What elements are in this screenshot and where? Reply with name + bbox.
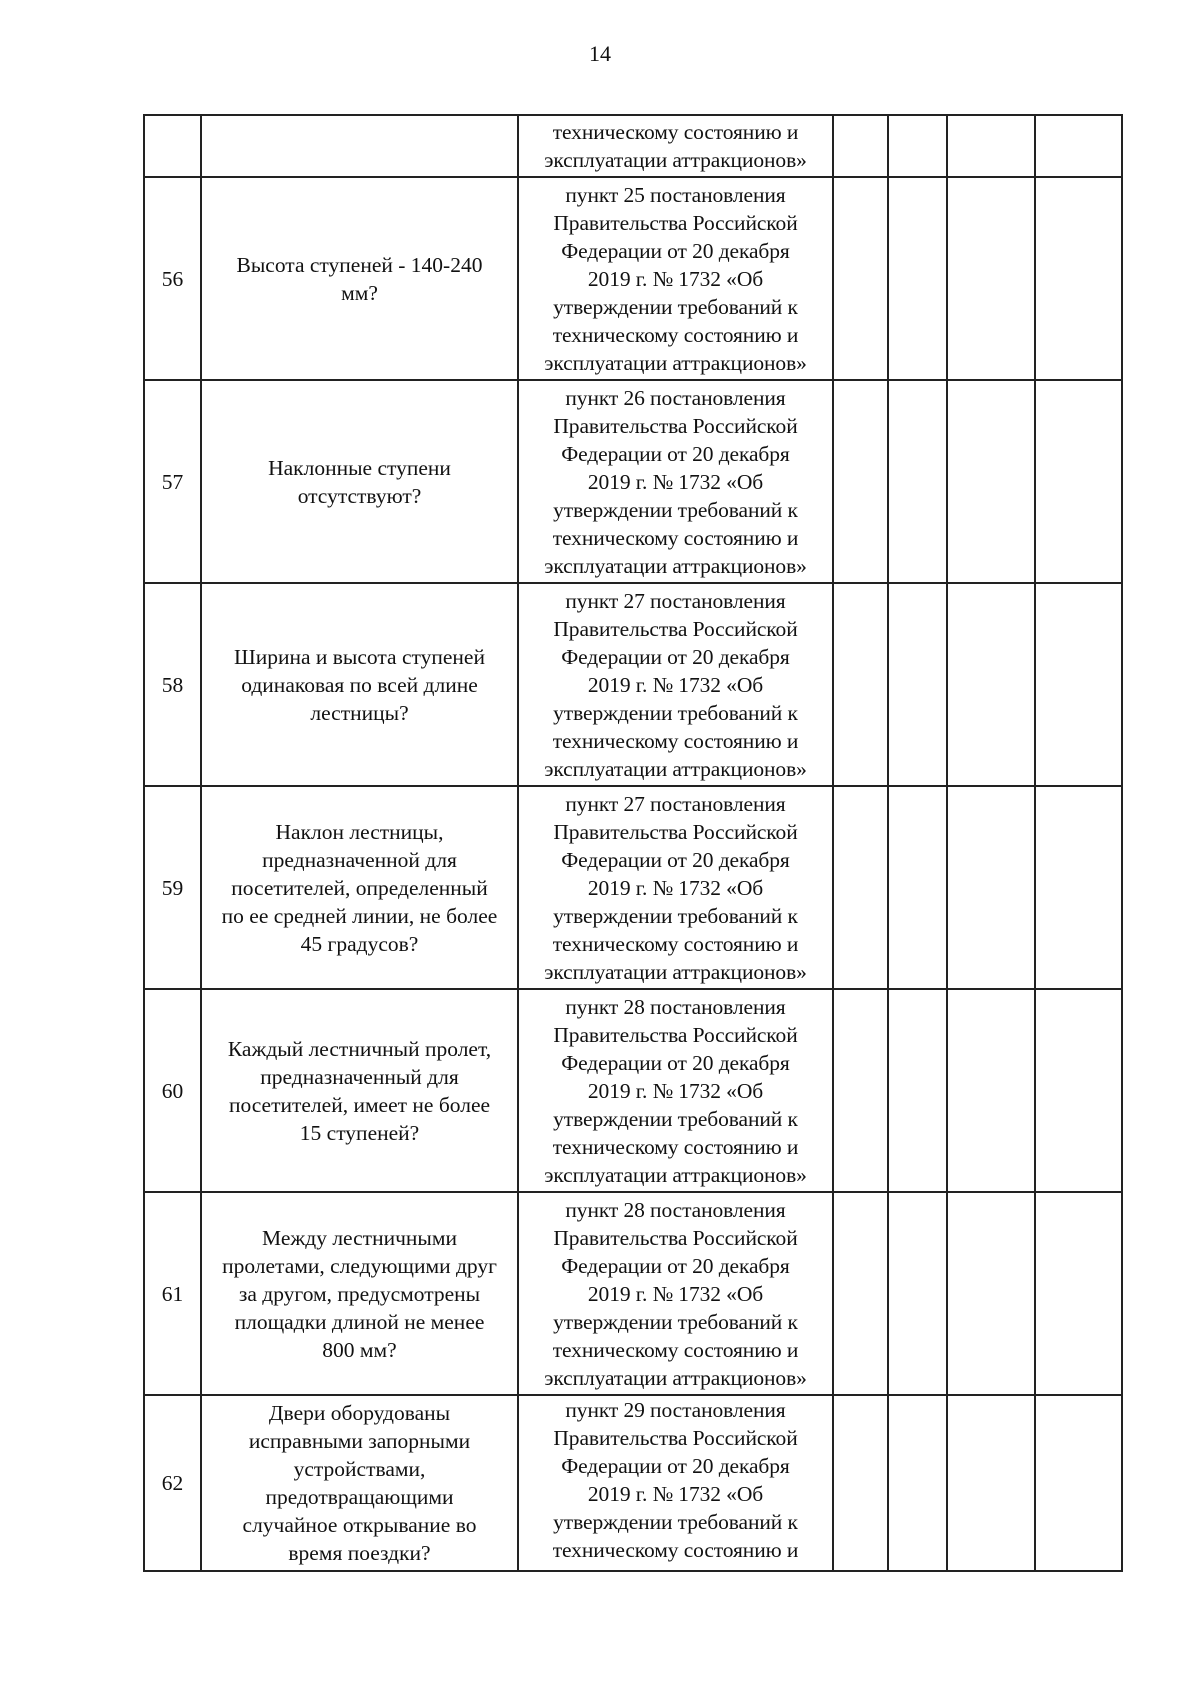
legal-line: эксплуатации аттракционов»	[544, 350, 807, 375]
note-cell[interactable]	[1035, 786, 1122, 989]
number-cell: 56	[144, 177, 201, 380]
legal-line: Правительства Российской	[553, 1225, 798, 1250]
legal-line: пункт 27 постановления	[565, 791, 786, 816]
legal-line: Федерации от 20 декабря	[561, 1253, 790, 1278]
note-cell[interactable]	[1035, 583, 1122, 786]
legal-line: 2019 г. № 1732 «Об	[587, 1482, 764, 1506]
note-cell[interactable]	[1035, 1395, 1122, 1571]
legal-line: утверждении требований к	[553, 1510, 798, 1534]
question-cell: Двери оборудованы исправными запорными устройствами, предотвращающими случайное открывание во время поездки?	[201, 1395, 518, 1571]
table-row	[144, 380, 1122, 583]
answer-yes-cell[interactable]	[833, 177, 888, 380]
answer-no-cell[interactable]	[888, 989, 947, 1192]
legal-line: техническому состоянию и	[552, 322, 799, 347]
question-cell: Наклонные ступени отсутствуют?	[201, 380, 518, 583]
legal-line: эксплуатации аттракционов»	[544, 756, 807, 781]
legal-basis-cell	[518, 1395, 833, 1571]
legal-line: утверждении требований к	[553, 1106, 798, 1131]
note-cell[interactable]	[1035, 177, 1122, 380]
answer-yes-cell[interactable]	[833, 1192, 888, 1395]
legal-basis-cell	[518, 786, 833, 989]
not-applicable-cell[interactable]	[947, 115, 1035, 177]
legal-line: техническому состоянию и	[552, 525, 799, 550]
legal-line: Федерации от 20 декабря	[561, 1050, 790, 1075]
legal-line: эксплуатации аттракционов»	[544, 1365, 807, 1390]
answer-yes-cell[interactable]	[833, 583, 888, 786]
question-cell: Высота ступеней - 140-240 мм?	[201, 177, 518, 380]
legal-line: эксплуатации аттракционов»	[544, 959, 807, 984]
question-cell: Между лестничными пролетами, следующими друг за другом, предусмотрены площадки длиной не менее 800 мм?	[201, 1192, 518, 1395]
number-cell	[144, 115, 201, 177]
checklist-body	[144, 115, 1122, 1571]
legal-line: пункт 25 постановления	[565, 182, 786, 207]
note-cell[interactable]	[1035, 380, 1122, 583]
number-cell: 60	[144, 989, 201, 1192]
legal-line: пункт 29 постановления	[565, 1398, 786, 1422]
table-row	[144, 177, 1122, 380]
legal-line: 2019 г. № 1732 «Об	[587, 1281, 764, 1306]
legal-line: техническому состоянию и	[552, 120, 799, 144]
legal-line: 2019 г. № 1732 «Об	[587, 672, 764, 697]
legal-basis-cell	[518, 115, 833, 177]
legal-line: 2019 г. № 1732 «Об	[587, 469, 764, 494]
not-applicable-cell[interactable]	[947, 583, 1035, 786]
not-applicable-cell[interactable]	[947, 786, 1035, 989]
answer-no-cell[interactable]	[888, 786, 947, 989]
legal-line: Правительства Российской	[553, 210, 798, 235]
answer-yes-cell[interactable]	[833, 989, 888, 1192]
table-row	[144, 1395, 1122, 1571]
question-cell: Ширина и высота ступеней одинаковая по всей длине лестницы?	[201, 583, 518, 786]
number-cell: 58	[144, 583, 201, 786]
not-applicable-cell[interactable]	[947, 1192, 1035, 1395]
legal-line: Правительства Российской	[553, 1022, 798, 1047]
not-applicable-cell[interactable]	[947, 380, 1035, 583]
note-cell[interactable]	[1035, 115, 1122, 177]
legal-line: Федерации от 20 декабря	[561, 847, 790, 872]
note-cell[interactable]	[1035, 1192, 1122, 1395]
number-cell: 59	[144, 786, 201, 989]
legal-line: эксплуатации аттракционов»	[544, 148, 807, 172]
legal-line: Федерации от 20 декабря	[561, 441, 790, 466]
legal-line: Федерации от 20 декабря	[561, 644, 790, 669]
legal-line: техническому состоянию и	[552, 1134, 799, 1159]
legal-basis-cell	[518, 1192, 833, 1395]
legal-line: пункт 27 постановления	[565, 588, 786, 613]
table-row	[144, 1192, 1122, 1395]
not-applicable-cell[interactable]	[947, 1395, 1035, 1571]
number-cell: 61	[144, 1192, 201, 1395]
legal-line: пункт 28 постановления	[565, 1197, 786, 1222]
number-cell: 62	[144, 1395, 201, 1571]
answer-yes-cell[interactable]	[833, 786, 888, 989]
legal-line: утверждении требований к	[553, 700, 798, 725]
table-row-continuation	[144, 115, 1122, 177]
answer-no-cell[interactable]	[888, 583, 947, 786]
legal-line: техническому состоянию и	[552, 1337, 799, 1362]
legal-line: утверждении требований к	[553, 903, 798, 928]
legal-line: 2019 г. № 1732 «Об	[587, 266, 764, 291]
legal-line: Федерации от 20 декабря	[561, 1454, 790, 1478]
legal-line: 2019 г. № 1732 «Об	[587, 875, 764, 900]
question-cell	[201, 115, 518, 177]
checklist-table	[143, 114, 1123, 1572]
legal-line: Правительства Российской	[553, 819, 798, 844]
page-number: 14	[589, 41, 611, 66]
not-applicable-cell[interactable]	[947, 989, 1035, 1192]
note-cell[interactable]	[1035, 989, 1122, 1192]
question-cell: Наклон лестницы, предназначенной для посетителей, определенный по ее средней линии, не более 45 градусов?	[201, 786, 518, 989]
legal-line: эксплуатации аттракционов»	[544, 1162, 807, 1187]
legal-line: Правительства Российской	[553, 1426, 798, 1450]
answer-no-cell[interactable]	[888, 1192, 947, 1395]
table-row	[144, 786, 1122, 989]
legal-line: техническому состоянию и	[552, 728, 799, 753]
legal-line: утверждении требований к	[553, 294, 798, 319]
legal-basis-cell	[518, 989, 833, 1192]
number-cell: 57	[144, 380, 201, 583]
legal-basis-cell	[518, 177, 833, 380]
table-row	[144, 989, 1122, 1192]
legal-basis-cell	[518, 380, 833, 583]
answer-no-cell[interactable]	[888, 177, 947, 380]
legal-line: техническому состоянию и	[552, 1538, 799, 1562]
legal-line: Правительства Российской	[553, 413, 798, 438]
answer-yes-cell[interactable]	[833, 115, 888, 177]
legal-line: эксплуатации аттракционов»	[544, 553, 807, 578]
legal-basis-cell	[518, 583, 833, 786]
legal-line: техническому состоянию и	[552, 931, 799, 956]
legal-line: пункт 26 постановления	[565, 385, 786, 410]
not-applicable-cell[interactable]	[947, 177, 1035, 380]
legal-line: утверждении требований к	[553, 1309, 798, 1334]
legal-line: пункт 28 постановления	[565, 994, 786, 1019]
legal-line: Правительства Российской	[553, 616, 798, 641]
question-cell: Каждый лестничный пролет, предназначенный для посетителей, имеет не более 15 ступеней?	[201, 989, 518, 1192]
answer-no-cell[interactable]	[888, 115, 947, 177]
answer-no-cell[interactable]	[888, 1395, 947, 1571]
answer-no-cell[interactable]	[888, 380, 947, 583]
legal-line: Федерации от 20 декабря	[561, 238, 790, 263]
answer-yes-cell[interactable]	[833, 1395, 888, 1571]
legal-line: утверждении требований к	[553, 497, 798, 522]
answer-yes-cell[interactable]	[833, 380, 888, 583]
table-row	[144, 583, 1122, 786]
legal-line: 2019 г. № 1732 «Об	[587, 1078, 764, 1103]
